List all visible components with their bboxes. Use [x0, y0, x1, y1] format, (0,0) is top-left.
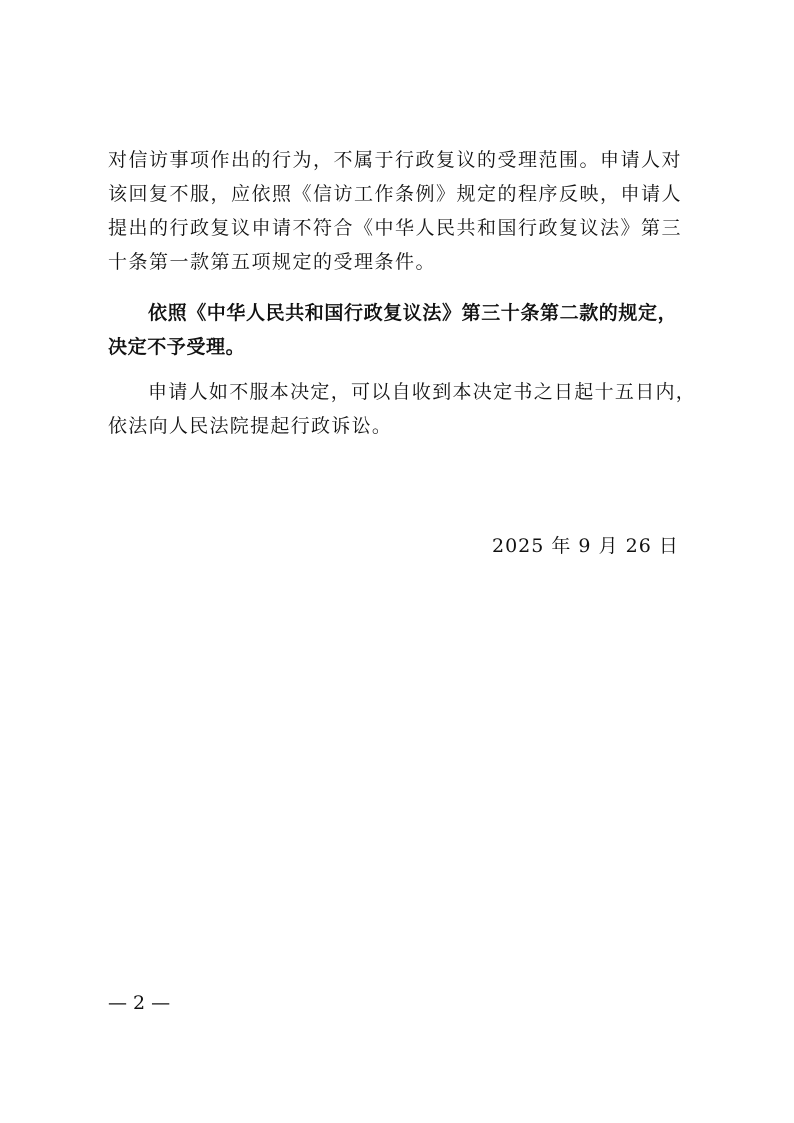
paragraph-line: 依法向人民法院提起行政诉讼。: [108, 415, 393, 437]
paragraph-line: 十条第一款第五项规定的受理条件。: [108, 251, 437, 273]
paragraph-line: 对信访事项作出的行为，不属于行政复议的受理范围。申请人对: [108, 149, 683, 171]
paragraph-line: 该回复不服，应依照《信访工作条例》规定的程序反映，申请人: [108, 183, 683, 205]
paragraph-appeal-notice: [108, 375, 698, 443]
paragraph-line: 依照《中华人民共和国行政复议法》第三十条第二款的规定，: [148, 302, 678, 324]
paragraph-reasoning: [108, 143, 698, 279]
paragraph-decision: [108, 296, 698, 364]
paragraph-line: 决定不予受理。: [108, 336, 246, 358]
page-number: — 2 —: [108, 992, 171, 1014]
paragraph-line: 提出的行政复议申请不符合《中华人民共和国行政复议法》第三: [108, 217, 683, 239]
document-date: 2025 年 9 月 26 日: [492, 535, 679, 557]
paragraph-line: 申请人如不服本决定，可以自收到本决定书之日起十五日内，: [148, 381, 697, 403]
